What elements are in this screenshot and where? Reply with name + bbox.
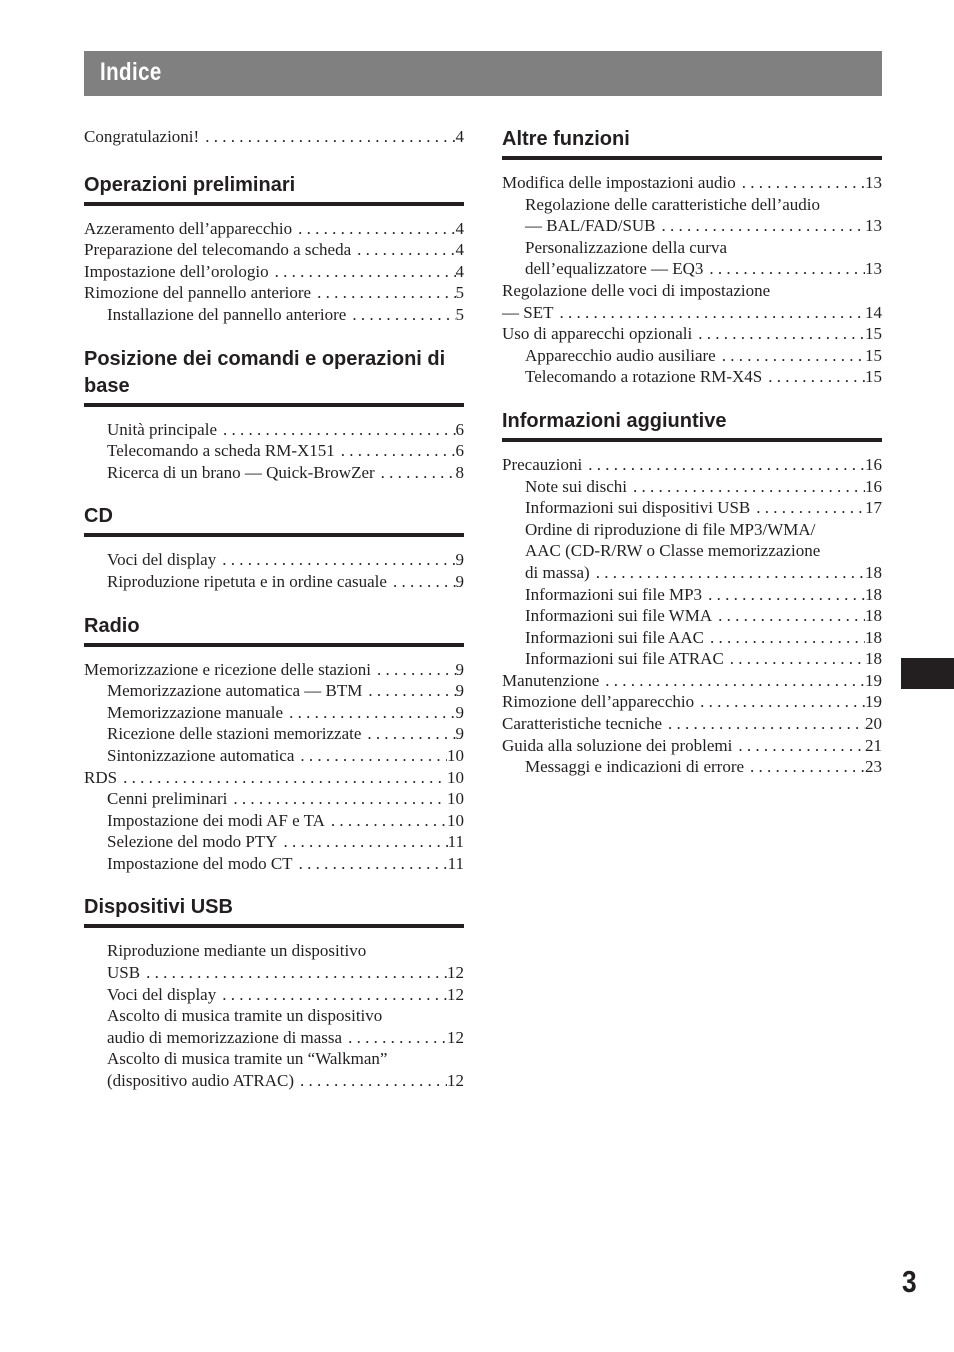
toc-entry-text: Riproduzione mediante un dispositivo [107, 941, 367, 961]
dot-leader [553, 302, 865, 324]
toc-entry-title: Impostazione del modo CT [107, 853, 293, 873]
toc-entry-title: Telecomando a rotazione RM-X4S [525, 367, 763, 387]
toc-entry-title: Impostazione dei modi AF e TA [107, 810, 325, 830]
toc-entry-title: Rimozione dell’apparecchio [502, 692, 695, 712]
toc-entry[interactable] [84, 984, 464, 1006]
toc-entry-title: Azzeramento dell’apparecchio [84, 218, 293, 238]
toc-entry[interactable] [84, 810, 464, 832]
toc-page-number: 17 [865, 498, 882, 518]
toc-entry-title: USB [107, 963, 141, 983]
section-heading: Dispositivi USB [84, 894, 464, 928]
toc-entry-title: Congratulazioni! [84, 127, 200, 146]
toc-page-number: 11 [447, 832, 464, 852]
dot-leader [590, 562, 865, 584]
toc-page-number: 12 [447, 963, 464, 983]
section-heading: Operazioni preliminari [84, 172, 464, 206]
dot-leader [216, 549, 455, 571]
toc-page-number: 4 [455, 240, 464, 260]
toc-entry-title: dell’equalizzatore — EQ3 [525, 259, 704, 279]
toc-entry-text: Ordine di riproduzione di file MP3/WMA/ [525, 519, 816, 539]
toc-page-number: 4 [455, 127, 464, 146]
toc-page-number: 5 [455, 283, 464, 303]
toc-page-number: 19 [865, 692, 882, 712]
toc-entry-title: Voci del display [107, 550, 217, 570]
dot-leader [283, 702, 455, 724]
dot-leader [217, 419, 456, 441]
dot-leader [750, 497, 865, 519]
toc-page-number: 10 [447, 789, 464, 809]
toc-entry-text: Regolazione delle voci di impostazione [502, 280, 771, 300]
toc-page-number: 12 [447, 984, 464, 1004]
toc-page-number: 19 [865, 670, 882, 690]
dot-leader [627, 476, 865, 498]
toc-entry-title: Telecomando a scheda RM-X151 [107, 441, 335, 461]
toc-entry-text: AAC (CD-R/RW o Classe memorizzazione [525, 541, 821, 561]
toc-entry-title: Preparazione del telecomando a scheda [84, 240, 352, 260]
dot-leader [269, 261, 456, 283]
dot-leader [199, 126, 455, 148]
toc-entry[interactable] [84, 723, 464, 745]
toc-entry[interactable] [502, 345, 882, 367]
toc-entry[interactable] [502, 323, 882, 345]
toc-page-number: 4 [455, 218, 464, 238]
dot-leader [704, 627, 865, 649]
toc-entry[interactable] [84, 853, 464, 875]
dot-leader [294, 745, 447, 767]
toc-entry-line [502, 540, 882, 562]
dot-leader [371, 659, 456, 681]
toc-entry-title: Informazioni sui dispositivi USB [525, 498, 751, 518]
toc-entry[interactable] [84, 282, 464, 304]
toc-entry-title: di massa) [525, 562, 590, 582]
toc-entry[interactable] [502, 584, 882, 606]
toc-entry-title: Modifica delle impostazioni audio [502, 173, 736, 192]
toc-entry-title: Apparecchio audio ausiliare [525, 345, 716, 365]
toc-entry-text: Ascolto di musica tramite un “Walkman” [107, 1049, 388, 1069]
toc-entry-line [502, 237, 882, 259]
toc-entry[interactable] [502, 627, 882, 649]
dot-leader [692, 323, 865, 345]
toc-entry-title: RDS [84, 767, 118, 787]
toc-entry-text: Personalizzazione della curva [525, 237, 728, 257]
toc-entry-title: audio di memorizzazione di massa [107, 1027, 343, 1047]
toc-entry-title: Unità principale [107, 419, 217, 439]
dot-leader [656, 215, 865, 237]
toc-entry-title: Voci del display [107, 984, 217, 1004]
dot-leader [582, 454, 865, 476]
toc-entry[interactable] [502, 172, 882, 194]
dot-leader [361, 723, 455, 745]
toc-entry[interactable] [502, 366, 882, 388]
toc-page-number: 18 [865, 584, 882, 604]
dot-leader [277, 831, 447, 853]
toc-page-number: 15 [865, 345, 882, 365]
toc-page-number: 12 [447, 1027, 464, 1047]
toc-page-number: 23 [865, 757, 882, 777]
toc-section [84, 346, 464, 484]
toc-entry[interactable] [502, 648, 882, 670]
toc-page-number: 13 [865, 173, 882, 192]
toc-page-number: 9 [455, 681, 464, 701]
toc-page-number: 10 [447, 745, 464, 765]
toc-entry[interactable] [502, 497, 882, 519]
toc-entry-title: (dispositivo audio ATRAC) [107, 1071, 295, 1091]
toc-entry-title: Memorizzazione e ricezione delle stazioni [84, 659, 371, 679]
toc-entry-title: Memorizzazione automatica — BTM [107, 681, 363, 701]
toc-entry-title: Messaggi e indicazioni di errore [525, 757, 745, 777]
toc-entry-text: Ascolto di musica tramite un dispositivo [107, 1006, 383, 1026]
toc-entry-line [502, 280, 882, 302]
right-column [502, 126, 882, 798]
dot-leader [744, 756, 865, 778]
toc-entry-title: Manutenzione [502, 670, 600, 690]
toc-page-number: 16 [865, 454, 882, 474]
page-title: Indice [100, 58, 162, 86]
toc-entry-title: Impostazione dell’orologio [84, 261, 269, 281]
toc-page-number: 20 [865, 714, 882, 734]
dot-leader [346, 304, 455, 326]
dot-leader [311, 282, 455, 304]
title-bar [84, 51, 882, 96]
dot-leader [292, 218, 455, 240]
dot-leader [702, 584, 865, 606]
dot-leader [387, 571, 456, 593]
toc-entry[interactable] [84, 702, 464, 724]
side-tab-marker [901, 658, 954, 689]
dot-leader [712, 605, 865, 627]
toc-entry[interactable] [502, 454, 882, 476]
dot-leader [342, 1027, 447, 1049]
toc-entry-line [502, 519, 882, 541]
toc-page-number: 8 [455, 462, 464, 482]
toc-entry[interactable] [84, 1070, 464, 1092]
toc-page-number: 18 [865, 606, 882, 626]
toc-entry-title: Uso di apparecchi opzionali [502, 324, 693, 344]
dot-leader [362, 680, 455, 702]
toc-entry[interactable] [502, 713, 882, 735]
toc-entry[interactable] [84, 419, 464, 441]
toc-page-number: 15 [865, 367, 882, 387]
dot-leader [293, 853, 448, 875]
toc-entry-title: Installazione del pannello anteriore [107, 304, 347, 324]
toc-entry-line [84, 1048, 464, 1070]
toc-entry-title: Informazioni sui file ATRAC [525, 649, 724, 669]
toc-page-number: 9 [455, 550, 464, 570]
toc-section [502, 408, 882, 778]
toc-page-number: 21 [865, 735, 882, 755]
toc-entry-line [84, 1005, 464, 1027]
toc-entry[interactable] [502, 215, 882, 237]
toc-entry-title: Informazioni sui file AAC [525, 627, 704, 647]
toc-page-number: 6 [455, 419, 464, 439]
toc-section [84, 503, 464, 592]
dot-leader [351, 239, 455, 261]
section-heading: Radio [84, 613, 464, 647]
toc-page-number: 4 [455, 261, 464, 281]
toc-entry[interactable] [502, 756, 882, 778]
dot-leader [716, 345, 865, 367]
toc-section [502, 126, 882, 388]
toc-entry[interactable] [84, 261, 464, 283]
toc-entry-title: Cenni preliminari [107, 789, 228, 809]
dot-leader [117, 767, 447, 789]
toc-entry[interactable] [84, 745, 464, 767]
section-heading: Altre funzioni [502, 126, 882, 160]
toc-entry[interactable] [502, 735, 882, 757]
toc-entry-title: Precauzioni [502, 454, 583, 474]
toc-page-number: 11 [447, 853, 464, 873]
dot-leader [732, 735, 865, 757]
toc-entry[interactable] [84, 680, 464, 702]
toc-entry[interactable] [84, 549, 464, 571]
toc-entry-title: — SET [502, 302, 554, 322]
toc-section [84, 172, 464, 326]
toc-entry[interactable] [84, 126, 464, 148]
toc-entry[interactable] [502, 258, 882, 280]
dot-leader [294, 1070, 447, 1092]
toc-page-number: 10 [447, 767, 464, 787]
left-column [84, 126, 464, 1112]
toc-entry-text: Regolazione delle caratteristiche dell’audio [525, 194, 821, 214]
toc-entry[interactable] [502, 670, 882, 692]
toc-entry-line [84, 940, 464, 962]
toc-entry-line [502, 194, 882, 216]
toc-entry-title: Riproduzione ripetuta e in ordine casuale [107, 571, 387, 591]
section-heading: Informazioni aggiuntive [502, 408, 882, 442]
toc-page-number: 9 [455, 702, 464, 722]
toc-entry-title: Memorizzazione manuale [107, 702, 284, 722]
toc-page-number: 13 [865, 259, 882, 279]
dot-leader [325, 810, 447, 832]
toc-page-number: 6 [455, 441, 464, 461]
section-heading: CD [84, 503, 464, 537]
toc-entry[interactable] [84, 218, 464, 240]
toc-page-number: 14 [865, 302, 882, 322]
dot-leader [599, 670, 865, 692]
toc-entry[interactable] [84, 659, 464, 681]
toc-entry[interactable] [502, 302, 882, 324]
toc-entry[interactable] [502, 691, 882, 713]
dot-leader [694, 691, 865, 713]
toc-entry[interactable] [84, 1027, 464, 1049]
toc-intro [84, 126, 464, 148]
toc-entry[interactable] [84, 767, 464, 789]
toc-entry-title: Ricezione delle stazioni memorizzate [107, 724, 362, 744]
toc-page-number: 12 [447, 1071, 464, 1091]
toc-entry-title: Note sui dischi [525, 476, 627, 496]
toc-entry-title: Informazioni sui file MP3 [525, 584, 703, 604]
toc-section [84, 894, 464, 1091]
toc-entry-title: Ricerca di un brano — Quick-BrowZer [107, 462, 375, 482]
toc-entry-title: Caratteristiche tecniche [502, 714, 662, 734]
toc-page-number: 9 [455, 724, 464, 744]
page-number: 3 [902, 1264, 917, 1299]
toc-entry[interactable] [84, 788, 464, 810]
toc-page-number: 18 [865, 562, 882, 582]
toc-entry[interactable] [84, 462, 464, 484]
toc-entry[interactable] [84, 304, 464, 326]
toc-page-number: 9 [455, 659, 464, 679]
toc-page-number: 5 [455, 304, 464, 324]
toc-entry[interactable] [84, 440, 464, 462]
toc-entry-title: Selezione del modo PTY [107, 832, 278, 852]
section-heading: Posizione dei comandi e operazioni di base [84, 346, 464, 407]
toc-entry-title: Sintonizzazione automatica [107, 745, 295, 765]
dot-leader [335, 440, 456, 462]
toc-page-number: 18 [865, 649, 882, 669]
toc-page-number: 9 [455, 571, 464, 591]
toc-entry-title: Rimozione del pannello anteriore [84, 283, 312, 303]
toc-entry[interactable] [502, 562, 882, 584]
toc-entry[interactable] [84, 239, 464, 261]
toc-entry[interactable] [84, 962, 464, 984]
dot-leader [227, 788, 447, 810]
toc-entry[interactable] [502, 605, 882, 627]
dot-leader [703, 258, 865, 280]
dot-leader [724, 648, 865, 670]
dot-leader [140, 962, 447, 984]
dot-leader [736, 172, 865, 194]
toc-entry-title: Informazioni sui file WMA [525, 606, 713, 626]
toc-entry[interactable] [84, 571, 464, 593]
dot-leader [216, 984, 447, 1006]
toc-page-number: 15 [865, 324, 882, 344]
dot-leader [375, 462, 456, 484]
dot-leader [662, 713, 865, 735]
toc-page-number: 13 [865, 216, 882, 236]
toc-page-number: 16 [865, 476, 882, 496]
toc-entry[interactable] [84, 831, 464, 853]
toc-page-number: 18 [865, 627, 882, 647]
dot-leader [762, 366, 865, 388]
toc-page-number: 10 [447, 810, 464, 830]
toc-entry[interactable] [502, 476, 882, 498]
toc-section [84, 613, 464, 875]
toc-entry-title: Guida alla soluzione dei problemi [502, 735, 733, 755]
toc-entry-title: — BAL/FAD/SUB [525, 216, 656, 236]
